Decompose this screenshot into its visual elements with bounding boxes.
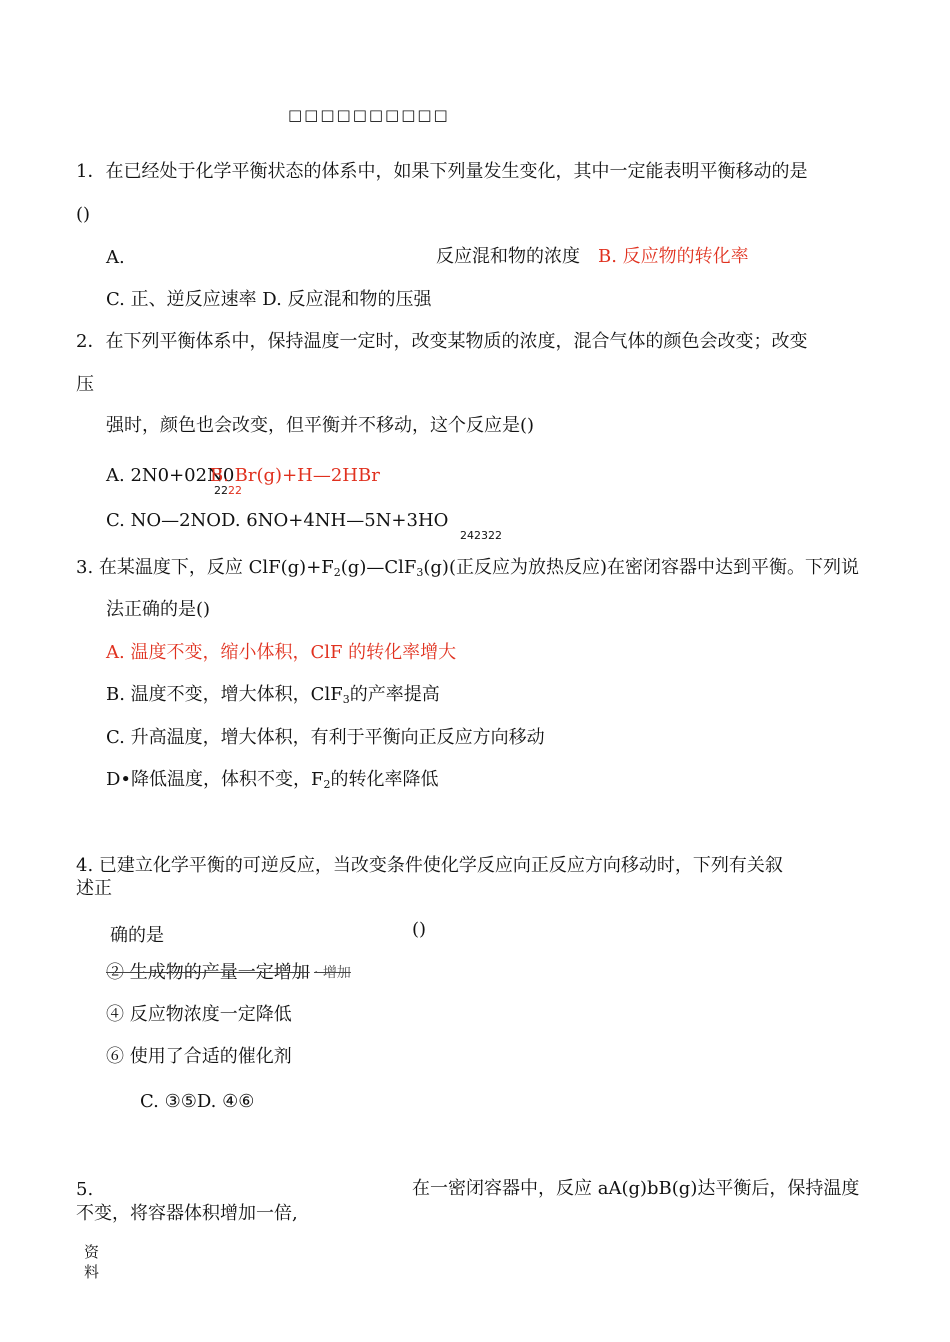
- q2-stem-line2: 压: [76, 374, 94, 395]
- q3-stem: 3. 在某温度下，反应 $ClF(g)+F_2(g)—ClF_3(g)$(正反应为放热反应)在密闭容器中达到平衡。下列说: [76, 557, 859, 579]
- q2-option-cd: C. NO—2NOD. 6NO+4NH—5N+3HO: [106, 510, 449, 531]
- q1-answer-paren: (): [76, 204, 91, 225]
- q4-stem-line1: 4. 已建立化学平衡的可逆反应，当改变条件使化学反应向正反应方向移动时，下列有关叙: [76, 855, 783, 876]
- q2-subscripts-red: 22: [228, 484, 242, 497]
- q2-subscripts-cd: 242322: [460, 529, 502, 542]
- q2-subscripts-black: 22: [214, 484, 228, 497]
- q3-option-b: B. 温度不变，增大体积，ClF$_3$的产率提高: [106, 684, 440, 706]
- q1-option-b: B. 反应物的转化率: [598, 246, 749, 267]
- q1-stem: 1．在已经处于化学平衡状态的体系中，如果下列量发生变化，其中一定能表明平衡移动的是: [76, 161, 808, 182]
- q4-item-2: ④ 反应物浓度一定降低: [106, 1004, 292, 1025]
- q4-answer-options: C. ③⑤D. ④⑥: [140, 1091, 255, 1112]
- q4-stem-line2: 述正: [76, 878, 112, 899]
- side-label-1: 资: [84, 1243, 100, 1261]
- q3-option-a: A. 温度不变，缩小体积，ClF 的转化率增大: [106, 642, 457, 663]
- q1-option-cd: C. 正、逆反应速率 D. 反应混和物的压强: [106, 289, 432, 310]
- q2-option-a: A. 2N0+02N0: [106, 465, 235, 486]
- q1-option-a-label: A.: [106, 247, 125, 268]
- q4-answer-paren: (): [412, 919, 427, 940]
- q2-stem-line3: 强时，颜色也会改变，但平衡并不移动，这个反应是(): [106, 415, 535, 436]
- q2-stem-line1: 2．在下列平衡体系中，保持温度一定时，改变某物质的浓度，混合气体的颜色会改变；改变: [76, 331, 808, 352]
- side-label-2: 料: [84, 1263, 100, 1281]
- q3-option-d: D•降低温度，体积不变，$F_2$的转化率降低: [106, 769, 439, 791]
- document-title: □□□□□□□□□□: [288, 106, 450, 124]
- q4-item-3: ⑥ 使用了合适的催化剂: [106, 1046, 292, 1067]
- q5-stem-line1: 在一密闭容器中，反应 aA(g)bB(g)达平衡后，保持温度: [412, 1178, 860, 1199]
- q4-stem-line3: 确的是: [110, 925, 164, 946]
- q3-option-c: C. 升高温度，增大体积，有利于平衡向正反应方向移动: [106, 727, 545, 748]
- q4-item-1-overlap: · 增加: [314, 965, 351, 981]
- q3-stem-line2: 法正确的是(): [106, 599, 211, 620]
- q4-item-1: ② 生成物的产量一定增加: [106, 962, 310, 983]
- q2-option-b: B. Br(g)+H—2HBr: [210, 465, 380, 486]
- q5-stem-line2: 不变，将容器体积增加一倍,: [76, 1203, 298, 1224]
- q1-option-a-text: 反应混和物的浓度: [436, 246, 580, 267]
- q5-number: 5.: [76, 1179, 94, 1200]
